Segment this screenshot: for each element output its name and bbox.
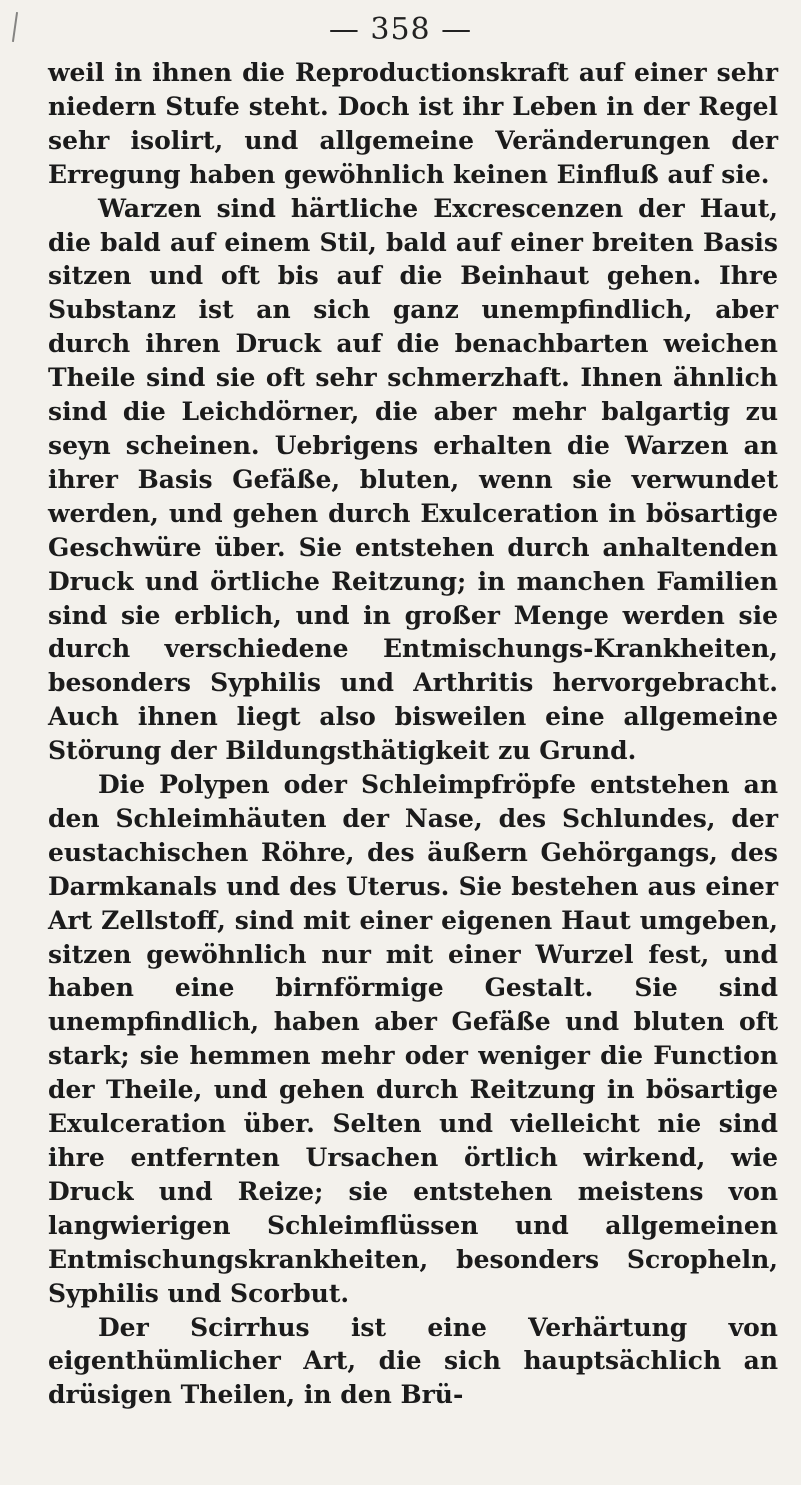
paragraph-polypen: Die Polypen oder Schleimpfröpfe entstehen an den Schleimhäuten der Nase, des Schlundes, der eustachischen Röhre, des äußern Gehörgangs, des Darmkanals und des Uterus. Sie bestehen aus einer Art Zellstoff, sind mit einer eigenen Haut umgeben, sitzen gewöhnlich nur mit einer Wurzel fest, und haben eine birnförmige Gestalt. Sie sind unempfindlich, haben aber Gefäße und bluten oft stark; sie hemmen mehr oder weniger die Function der Theile, und gehen durch Reitzung in bösartige Exulceration über. Selten und vielleicht nie sind ihre entfernten Ursachen örtlich wirkend, wie Druck und Reize; sie entstehen meistens von langwierigen Schleimflüssen und allgemeinen Entmischungskrankheiten, besonders Scropheln, Syphilis und Scorbut.	[48, 770, 778, 1308]
page-number: — 358 —	[328, 12, 473, 47]
paragraph-continuation: weil in ihnen die Reproductionskraft auf einer sehr niedern Stufe steht. Doch ist ihr Leben in der Regel sehr isolirt, und allgemeine Veränderungen der Erregung haben gewöhnlich keinen Einfluß auf sie.	[48, 58, 778, 189]
page-text	[48, 56, 778, 1412]
paragraph-scirrhus: Der Scirrhus ist eine Verhärtung von eigenthümlicher Art, die sich hauptsächlich an drüsigen Theilen, in den Brü-	[48, 1312, 778, 1410]
paragraph-warzen: Warzen sind härtliche Excrescenzen der Haut, die bald auf einem Stil, bald auf einer breiten Basis sitzen und oft bis auf die Beinhaut gehen. Ihre Substanz ist an sich ganz unempfindlich, aber durch ihren Druck auf die benachbarten weichen Theile sind sie oft sehr schmerzhaft. Ihnen ähnlich sind die Leichdörner, die aber mehr balgartig zu seyn scheinen. Uebrigens erhalten die Warzen an ihrer Basis Gefäße, bluten, wenn sie verwundet werden, und gehen durch Exulceration in bösartige Geschwüre über. Sie entstehen durch anhaltenden Druck und örtliche Reitzung; in manchen Familien sind sie erblich, und in großer Menge werden sie durch verschiedene Entmischungs-Krankheiten, besonders Syphilis und Arthritis hervorgebracht. Auch ihnen liegt also bisweilen eine allgemeine Störung der Bildungsthätigkeit zu Grund.	[48, 193, 778, 766]
